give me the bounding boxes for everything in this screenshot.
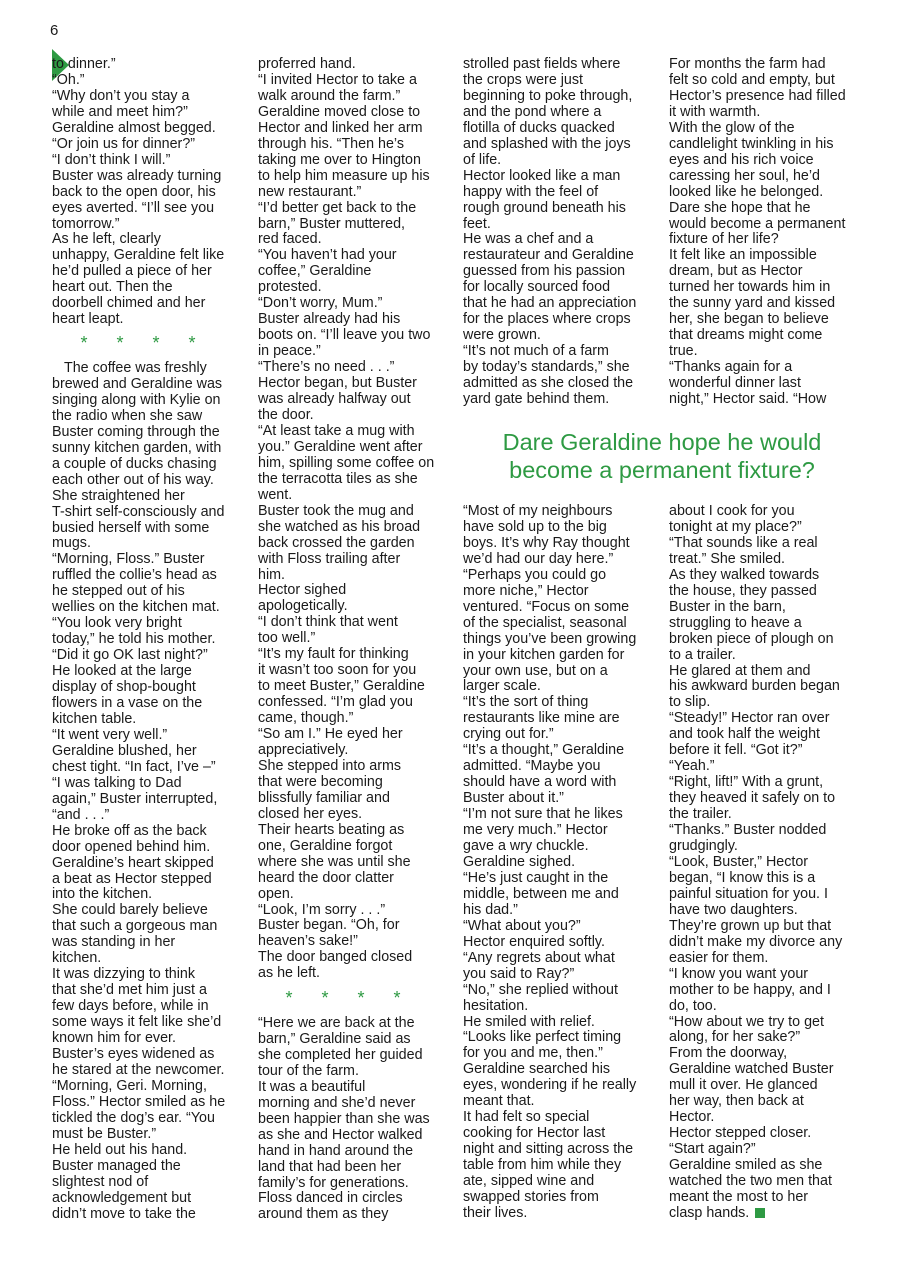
column-2-bottom-text: “Here we are back at the barn,” Geraldine said as she completed her guided tour of the farm. It was a beautiful morning and she’d never been happier than she was as she and Hector walked hand in hand around the land that had been her family’s for generations. Floss danced in circles around them as they bbox=[258, 1015, 430, 1223]
section-break-2: * * * * bbox=[285, 988, 413, 1008]
column-3-top-text: strolled past fields where the crops were just beginning to poke through, and the pond where a flotilla of ducks quacked and splashed with the joys of life. Hector looked like a man happy with the feel of rough ground beneath his feet. He was a chef and a restaurateur and Geraldine guessed from his passion for locally sourced food that he had an appreciation for the places where crops were grown. “It’s not much of a farm by today’s standards,” she admitted as she closed the yard gate behind them. bbox=[463, 56, 637, 408]
section-break-1: * * * * bbox=[80, 333, 208, 353]
column-3-bottom-text: “Most of my neighbours have sold up to the big boys. It’s why Ray thought we’d had our day here.” “Perhaps you could go more niche,” Hector ventured. “Focus on some of the specialist, seasonal things you’ve been growing in your kitchen garden for your own use, but on a larger scale. “It’s the sort of thing restaurants like mine are crying out for.” “It’s a thought,” Geraldine admitted. “Maybe you should have a word with Buster about it.” “I’m not sure that he likes me very much.” Hector gave a wry chuckle. Geraldine sighed. “He’s just caught in the middle, between me and his dad.” “What about you?” Hector enquired softly. “Any regrets about what you said to Ray?” “No,” she replied without hesitation. He smiled with relief. “Looks like perfect timing for you and me, then.” Geraldine searched his eyes, wondering if he really meant that. It had felt so special cooking for Hector last night and sitting across the table from him while they ate, sipped wine and swapped stories from their lives. bbox=[463, 503, 637, 1221]
story-ending-text: about I cook for you tonight at my place?” “That sounds like a real treat.” She smiled. As they walked towards the house, they passed Buster in the barn, struggling to heave a broken piece of plough on to a trailer. He glared at them and his awkward burden began to slip. “Steady!” Hector ran over and took half the weight before it fell. “Got it?” “Yeah.” “Right, lift!” With a grunt, they heaved it safely on to the trailer. “Thanks.” Buster nodded grudgingly. “Look, Buster,” Hector began, “I know this is a painful situation for you. I have two daughters. They’re grown up but that didn’t make my divorce any easier for them. “I know you want your mother to be happy, and I do, too. “How about we try to get along, for her sake?” From the doorway, Geraldine watched Buster mull it over. He glanced her way, then back at Hector. Hector stepped closer. “Start again?” Geraldine smiled as she watched the two men that meant the most to her clasp hands. bbox=[669, 503, 843, 1221]
page-number: 6 bbox=[50, 22, 59, 39]
pull-quote: Dare Geraldine hope he would become a permanent fixture? bbox=[502, 429, 822, 483]
column-4-bottom-text bbox=[669, 504, 859, 1222]
end-of-story-square-icon bbox=[755, 1208, 765, 1218]
column-1-bottom-text: The coffee was freshly brewed and Geraldine was singing along with Kylie on the radio when she saw Buster coming through the sunny kitchen garden, with a couple of ducks chasing each other out of his way. She straightened her T-shirt self-consciously and busied herself with some mugs. “Morning, Floss.” Buster ruffled the collie’s head as he stepped out of his wellies on the kitchen mat. “You look very bright today,” he told his mother. “Did it go OK last night?” He looked at the large display of shop-bought flowers in a vase on the kitchen table. “It went very well.” Geraldine blushed, her chest tight. “In fact, I’ve –” “I was talking to Dad again,” Buster interrupted, “and . . .” He broke off as the back door opened behind him. Geraldine’s heart skipped a beat as Hector stepped into the kitchen. She could barely believe that such a gorgeous man was standing in her kitchen. It was dizzying to think that she’d met him just a few days before, while in some ways it felt like she’d known him for ever. Buster’s eyes widened as he stared at the newcomer. “Morning, Geri. Morning, Floss.” Hector smiled as he tickled the dog’s ear. “You must be Buster.” He held out his hand. Buster managed the slightest nod of acknowledgement but didn’t move to take the bbox=[52, 360, 226, 1222]
column-1-top-text: to dinner.” “Oh.” “Why don’t you stay a while and meet him?” Geraldine almost begged. “Or join us for dinner?” “I don’t think I will.” Buster was already turning back to the open door, his eyes averted. “I’ll see you tomorrow.” As he left, clearly unhappy, Geraldine felt like he’d pulled a piece of her heart out. Then the doorbell chimed and her heart leapt. bbox=[52, 56, 225, 328]
column-2-top-text: proferred hand. “I invited Hector to take a walk around the farm.” Geraldine moved close to Hector and linked her arm through his. “Then he’s taking me over to Hington to help him measure up his new restaurant.” “I’d better get back to the barn,” Buster muttered, red faced. “You haven’t had your coffee,” Geraldine protested. “Don’t worry, Mum.” Buster already had his boots on. “I’ll leave you two in peace.” “There’s no need . . .” Hector began, but Buster was already halfway out the door. “At least take a mug with you.” Geraldine went after him, spilling some coffee on the terracotta tiles as she went. Buster took the mug and she watched as his broad back crossed the garden with Floss trailing after him. Hector sighed apologetically. “I don’t think that went too well.” “It’s my fault for thinking it wasn’t too soon for you to meet Buster,” Geraldine confessed. “I’m glad you came, though.” “So am I.” He eyed her appreciatively. She stepped into arms that were becoming blissfully familiar and closed her eyes. Their hearts beating as one, Geraldine forgot where she was until she heard the door clatter open. “Look, I’m sorry . . .” Buster began. “Oh, for heaven’s sake!” The door banged closed as he left. bbox=[258, 56, 435, 982]
column-4-top-text: For months the farm had felt so cold and empty, but Hector’s presence had filled it with warmth. With the glow of the candlelight twinkling in his eyes and his rich voice caressing her soul, he’d looked like he belonged. Dare she hope that he would become a permanent fixture of her life? It felt like an impossible dream, but as Hector turned her towards him in the sunny yard and kissed her, she began to believe that dreams might come true. “Thanks again for a wonderful dinner last night,” Hector said. “How bbox=[669, 56, 846, 408]
